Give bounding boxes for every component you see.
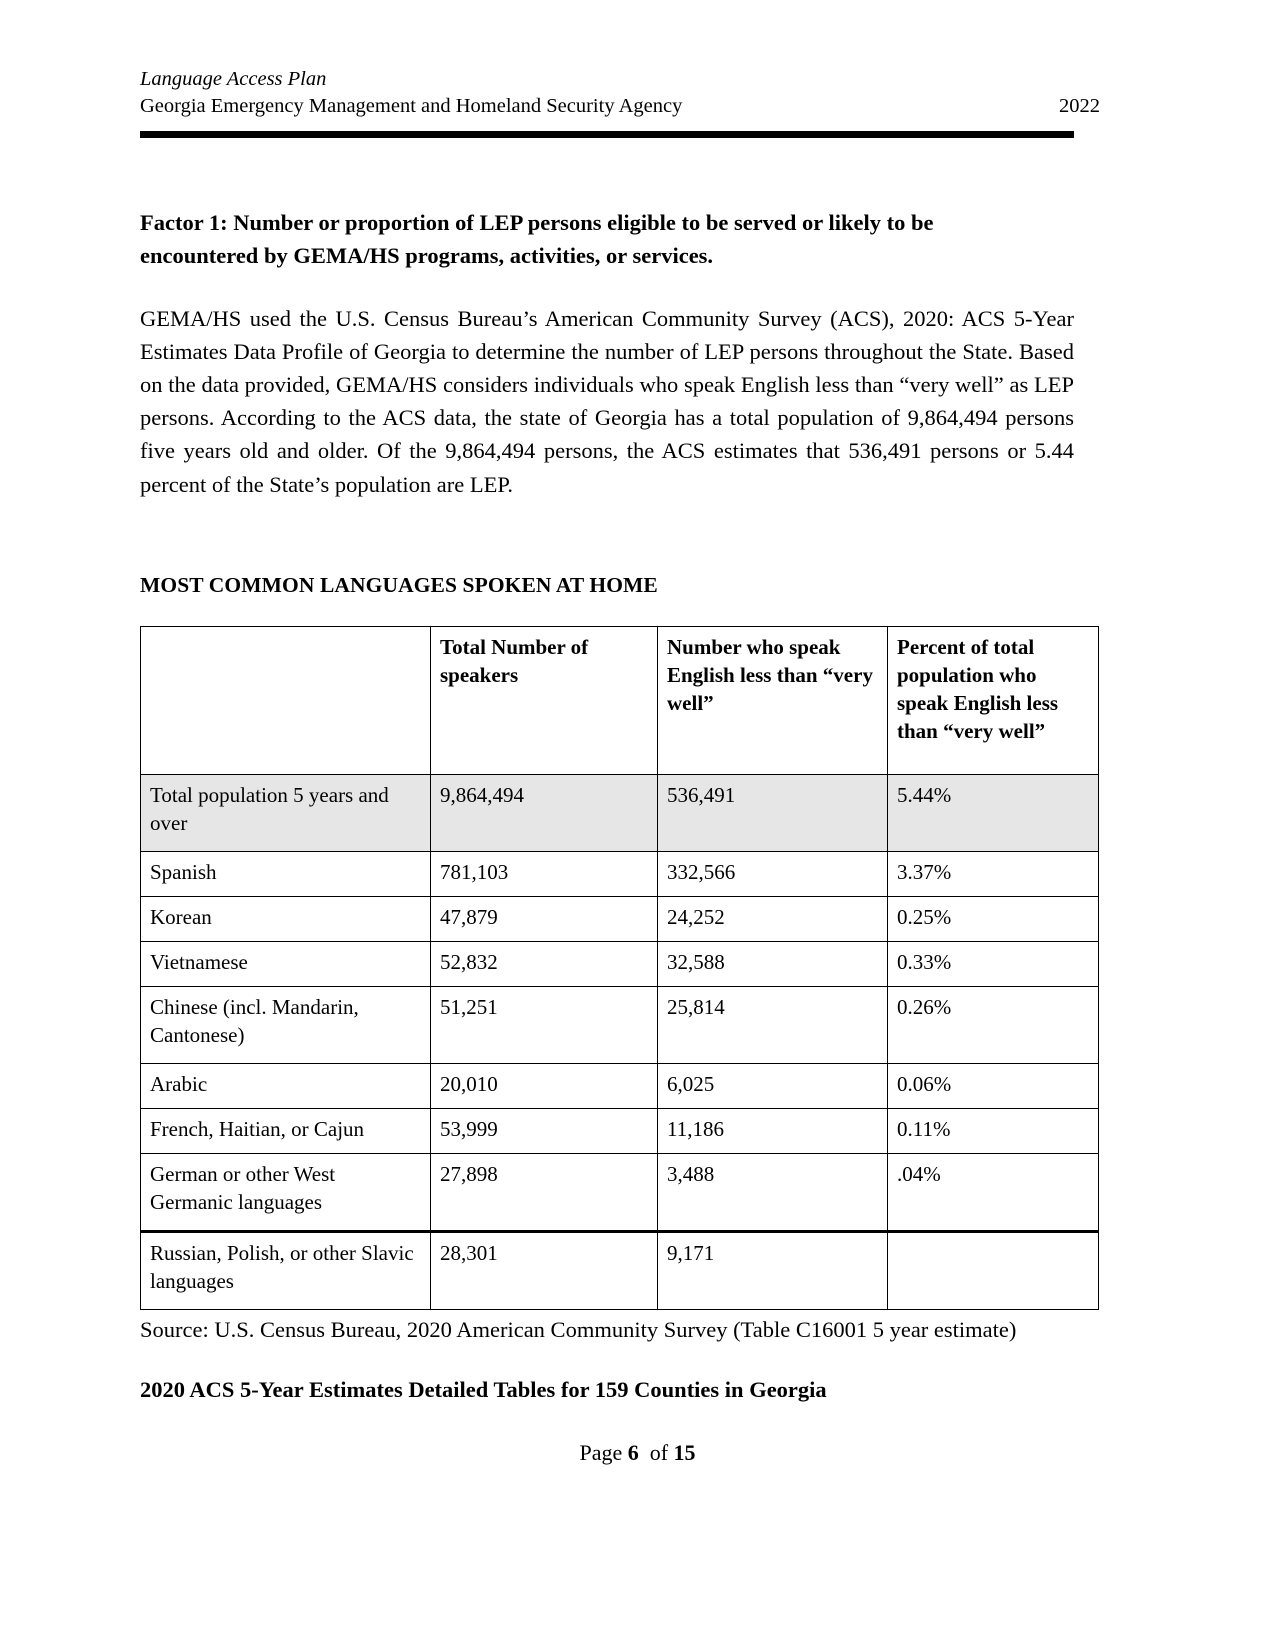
cell-total-speakers: 51,251	[431, 986, 658, 1063]
footer-total-pages: 15	[673, 1440, 696, 1465]
table-body	[141, 774, 1099, 1309]
cell-total-speakers: 53,999	[431, 1108, 658, 1153]
table-header-row	[141, 626, 1099, 774]
header-agency-row	[140, 93, 1100, 120]
column-header-less-than-very-well: Number who speak English less than “very well”	[658, 626, 888, 774]
languages-table-title: MOST COMMON LANGUAGES SPOKEN AT HOME	[140, 572, 658, 597]
column-header-language	[141, 626, 431, 774]
cell-percent: .04%	[888, 1153, 1099, 1231]
header-year: 2022	[1059, 95, 1100, 118]
cell-language: Chinese (incl. Mandarin, Cantonese)	[141, 986, 431, 1063]
cell-percent: 3.37%	[888, 851, 1099, 896]
footer-page-number: 6	[627, 1440, 639, 1465]
column-header-percent-of-total: Percent of total population who speak English less than “very well”	[888, 626, 1099, 774]
page-footer	[0, 1440, 1275, 1466]
table-row	[141, 1153, 1099, 1231]
table-row	[141, 896, 1099, 941]
cell-less-than-very-well: 332,566	[658, 851, 888, 896]
cell-percent: 0.11%	[888, 1108, 1099, 1153]
cell-total-speakers: 9,864,494	[431, 774, 658, 851]
cell-less-than-very-well: 9,171	[658, 1231, 888, 1309]
cell-percent: 0.33%	[888, 941, 1099, 986]
cell-total-speakers: 781,103	[431, 851, 658, 896]
table-row	[141, 986, 1099, 1063]
cell-less-than-very-well: 6,025	[658, 1063, 888, 1108]
table-source-note: Source: U.S. Census Bureau, 2020 American Community Survey (Table C16001 5 year estimate)	[140, 1316, 1017, 1342]
cell-less-than-very-well: 11,186	[658, 1108, 888, 1153]
table-row	[141, 1231, 1099, 1309]
cell-language: Spanish	[141, 851, 431, 896]
cell-language: Arabic	[141, 1063, 431, 1108]
cell-less-than-very-well: 24,252	[658, 896, 888, 941]
page-content	[140, 0, 1100, 1403]
detailed-tables-heading: 2020 ACS 5-Year Estimates Detailed Tables for 159 Counties in Georgia	[140, 1376, 827, 1402]
most-common-languages-table	[140, 626, 1099, 1310]
table-header	[141, 626, 1099, 774]
cell-language: Total population 5 years and over	[141, 774, 431, 851]
footer-of-word: of	[649, 1440, 669, 1465]
table-row	[141, 774, 1099, 851]
factor-1-heading: Factor 1: Number or proportion of LEP persons eligible to be served or likely to be encountered by GEMA/HS programs, activities, or services.	[140, 210, 934, 269]
header-divider-rule	[140, 131, 1074, 138]
cell-less-than-very-well: 25,814	[658, 986, 888, 1063]
cell-total-speakers: 27,898	[431, 1153, 658, 1231]
header-agency-name: Georgia Emergency Management and Homeland Security Agency	[140, 95, 683, 118]
cell-language: Vietnamese	[141, 941, 431, 986]
cell-percent: 0.06%	[888, 1063, 1099, 1108]
table-row	[141, 1108, 1099, 1153]
cell-percent: 0.25%	[888, 896, 1099, 941]
page-header	[140, 0, 1100, 138]
cell-language: Russian, Polish, or other Slavic languages	[141, 1231, 431, 1309]
cell-less-than-very-well: 536,491	[658, 774, 888, 851]
table-row	[141, 851, 1099, 896]
cell-percent	[888, 1231, 1099, 1309]
cell-total-speakers: 47,879	[431, 896, 658, 941]
cell-language: French, Haitian, or Cajun	[141, 1108, 431, 1153]
cell-percent: 5.44%	[888, 774, 1099, 851]
table-row	[141, 941, 1099, 986]
cell-less-than-very-well: 32,588	[658, 941, 888, 986]
footer-page-word: Page	[579, 1440, 623, 1465]
column-header-total-speakers: Total Number of speakers	[431, 626, 658, 774]
header-document-title: Language Access Plan	[140, 68, 327, 90]
cell-less-than-very-well: 3,488	[658, 1153, 888, 1231]
cell-total-speakers: 20,010	[431, 1063, 658, 1108]
cell-language: Korean	[141, 896, 431, 941]
cell-total-speakers: 28,301	[431, 1231, 658, 1309]
cell-total-speakers: 52,832	[431, 941, 658, 986]
table-row	[141, 1063, 1099, 1108]
cell-language: German or other West Germanic languages	[141, 1153, 431, 1231]
factor-1-body-paragraph: GEMA/HS used the U.S. Census Bureau’s American Community Survey (ACS), 2020: ACS 5-Year Estimates Data Profile of Georgia to determine the number of LEP persons throughout the State. Based on the data provided, GEMA/HS considers individuals who speak English less than “very well” as LEP persons. According to the ACS data, the state of Georgia has a total population of 9,864,494 persons five years old and older. Of the 9,864,494 persons, the ACS estimates that 536,491 persons or 5.44 percent of the State’s population are LEP.	[140, 306, 1074, 497]
cell-percent: 0.26%	[888, 986, 1099, 1063]
